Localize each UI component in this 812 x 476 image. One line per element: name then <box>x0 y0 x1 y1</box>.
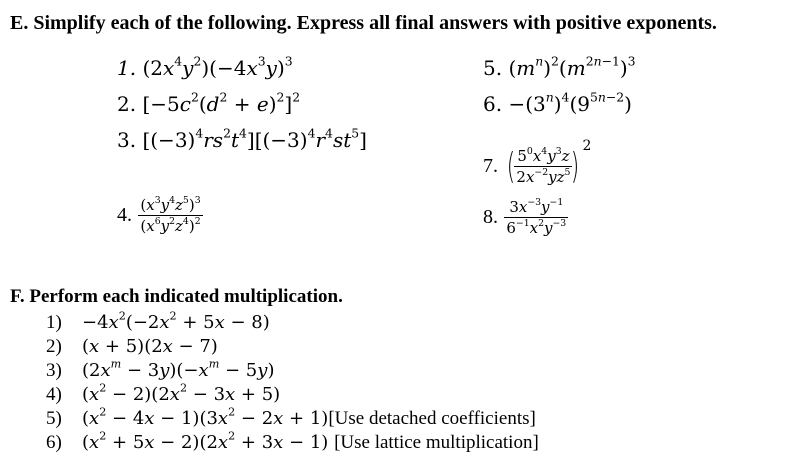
f-item-6 <box>46 429 539 454</box>
problem-2-expression: $[-5c^2(d^2 + e)^2]^2$ <box>142 89 301 116</box>
problem-8 <box>483 198 568 237</box>
f-item-3-expression: $(2x^m - 3y)(-x^m - 5y)$ <box>82 357 275 381</box>
problem-3-expression: $[(-3)^4rs^2t^4][(-3)^4r^4st^5]$ <box>142 125 367 152</box>
problem-3-number: 3. <box>117 128 137 152</box>
problem-1-expression: $(2x^4y^2)(-4x^3y)^3$ <box>142 53 293 80</box>
problem-4-number: 4. <box>117 204 132 226</box>
problem-5-expression: $(m^n)^2(m^{2n-1})^3$ <box>508 53 636 80</box>
f-item-1 <box>46 309 270 334</box>
f-item-5 <box>46 405 536 430</box>
problem-5-number: 5. <box>483 56 503 80</box>
f-item-5-note: [Use detached coefficients] <box>328 408 536 429</box>
problem-8-fraction: $\frac{3x^{-3}y^{-1}}{6^{-1}x^2y^{-3}}$ <box>506 197 567 237</box>
f-item-6-expression: $(x^2 + 5x - 2)(2x^2 + 3x - 1)$ <box>82 429 335 453</box>
f-item-4 <box>46 381 281 406</box>
f-item-1-number: 1) <box>46 312 62 333</box>
problem-6-expression: $-(3^n)^4(9^{5n-2})$ <box>508 89 632 116</box>
f-item-5-number: 5) <box>46 408 62 429</box>
f-item-3 <box>46 357 275 382</box>
f-item-6-number: 6) <box>46 432 62 453</box>
problem-1 <box>117 53 293 80</box>
f-item-2 <box>46 336 218 358</box>
problem-4 <box>117 196 203 235</box>
f-item-2-expression: (x + 5)(2x − 7) <box>82 336 218 357</box>
problem-7-fraction: $\frac{5^0x^4y^3z}{2x^{-2}yz^5}$ <box>516 146 571 186</box>
f-item-4-number: 4) <box>46 384 62 405</box>
problem-6 <box>483 89 632 116</box>
section-f-heading: F. Perform each indicated multiplication. <box>10 286 343 307</box>
problem-7-number: 7. <box>483 155 498 177</box>
problem-6-number: 6. <box>483 92 503 116</box>
problem-8-number: 8. <box>483 206 498 228</box>
f-item-4-expression: $(x^2 - 2)(2x^2 - 3x + 5)$ <box>82 381 281 405</box>
f-item-6-note: [Use lattice multiplication] <box>334 432 539 453</box>
problem-2-number: 2. <box>117 92 137 116</box>
f-item-5-expression: $(x^2 - 4x - 1)(3x^2 - 2x + 1)$ <box>82 405 329 429</box>
problem-4-fraction: $\frac{(x^3y^4z^5)^3}{(x^6y^2z^4)^2}$ <box>140 195 201 235</box>
f-item-1-expression: $-4x^2(-2x^2 + 5x - 8)$ <box>82 309 270 333</box>
problem-1-number: 1. <box>117 56 137 80</box>
problem-2 <box>117 89 301 116</box>
f-item-3-number: 3) <box>46 360 62 381</box>
f-item-2-number: 2) <box>46 336 62 357</box>
section-e-heading: E. Simplify each of the following. Express all final answers with positive exponents. <box>10 12 717 34</box>
problem-7: 7. ( $\frac{5^0x^4y^3z}{2x^{-2}yz^5}$ ) $^2$ <box>483 138 592 187</box>
problem-3 <box>117 125 367 152</box>
problem-5 <box>483 53 636 80</box>
